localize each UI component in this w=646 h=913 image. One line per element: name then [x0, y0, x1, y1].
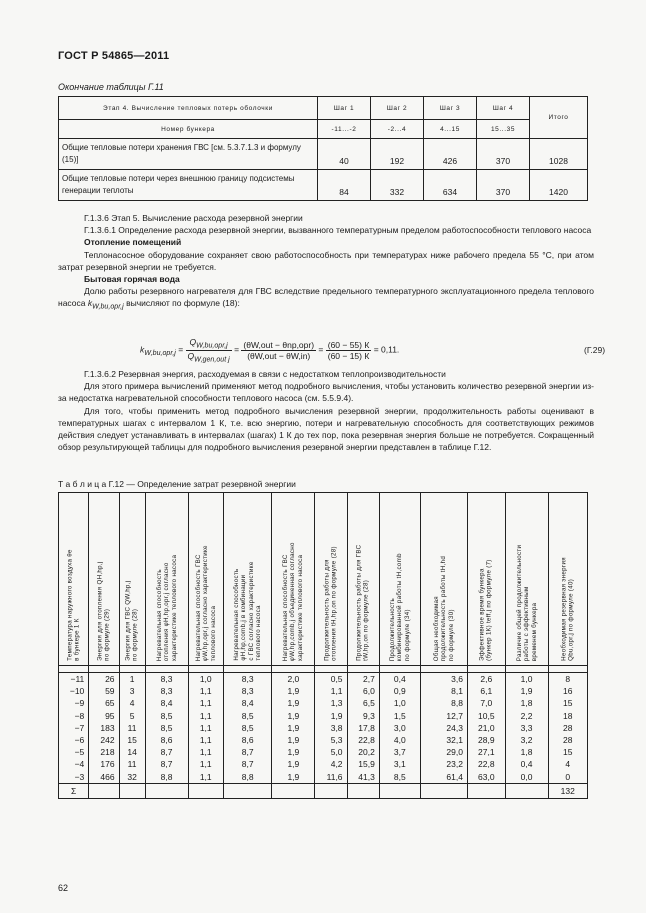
paragraph: Для того, чтобы применить метод подробного вычисления резервной энергии, продолжительность работы оценивают в температурных шагах с интервалом 1 К, т.е. всю энергию, потери и нагревательную способность для соответствующих режимов действия следует устанавливать в интервалах (шагах) 1 К до тех пор, пока резервная энергия больше не потребуется. Сокращенный обзор результирующей таблицы для подробного вычисления резервной энергии представлен в таблице Г.12. [58, 405, 594, 453]
cell: 28 [548, 734, 587, 746]
cell: 8,5 [145, 710, 188, 722]
table-12-caption: Т а б л и ц а Г.12 — Определение затрат резервной энергии [58, 479, 296, 489]
bin-1: -11...-2 [318, 120, 371, 139]
cell: 1,9 [272, 734, 315, 746]
cell: −6 [59, 734, 89, 746]
cell: 20,2 [347, 746, 379, 758]
cell: 0,4 [505, 758, 548, 770]
cell: 63,0 [467, 771, 505, 784]
cell: 24,3 [420, 722, 467, 734]
formula-g29: $k_{W,bu,opr,j}$ = $\frac{Q_{W,bu,opr,j}}{Q_{W,gen,out j}}$ = $\frac{\text{(θW,out − θnp,opr)}}{\text{(θW,out − θW,in)}}$ = $\frac{(60 - 55) К}{(60 - 15) К}$ = 0,11. [140, 337, 400, 364]
column-header [89, 493, 119, 666]
cell: 370 [477, 170, 530, 201]
cell: 7,0 [467, 697, 505, 709]
header-line: Продолжительность работы для [323, 559, 331, 661]
cell: 1,1 [188, 746, 223, 758]
cell: 4,0 [379, 734, 420, 746]
cell: 8,7 [223, 746, 271, 758]
cell: 0,4 [379, 673, 420, 686]
cell: 1028 [530, 139, 588, 170]
cell: 15 [548, 746, 587, 758]
header-line: Qbu,opr,j по формуле (40) [567, 579, 575, 661]
cell: 12,7 [420, 710, 467, 722]
cell: 41,3 [347, 771, 379, 784]
column-header [347, 493, 379, 666]
cell: 1,1 [188, 758, 223, 770]
cell: 1,8 [505, 697, 548, 709]
cell [467, 783, 505, 798]
cell: Σ [59, 783, 89, 798]
paragraph: Для этого примера вычислений применяют метод подробного вычисления, чтобы установить количество резервной энергии из-за недостатка нагревательной способности теплового насоса (см. 5.5.9.4). [58, 381, 594, 404]
header-line: Энергия для ГВС QW,hp,j [124, 580, 132, 661]
table-row [59, 673, 588, 686]
cell: 1,1 [188, 685, 223, 697]
header-line: Энергия для отопления QH,hp,j [96, 561, 104, 661]
column-header [145, 493, 188, 666]
header-line: Общая необходимая [432, 595, 440, 661]
step-2: Шаг 2 [371, 97, 424, 120]
cell: 95 [89, 710, 119, 722]
step-3: Шаг 3 [424, 97, 477, 120]
cell: −9 [59, 697, 89, 709]
cell [119, 783, 145, 798]
step-1: Шаг 1 [318, 97, 371, 120]
cell: 8,8 [145, 771, 188, 784]
page-number: 62 [58, 883, 69, 893]
table-row [59, 722, 588, 734]
den-sub: W,gen,out j [194, 355, 230, 364]
cell [145, 783, 188, 798]
body-text-2 [58, 368, 594, 453]
standard-header: ГОСТ Р 54865—2011 [58, 50, 170, 62]
header-line: по формуле (29) [103, 608, 111, 661]
cell [347, 783, 379, 798]
cell: 8,3 [145, 673, 188, 686]
cell: 40 [318, 139, 371, 170]
cell: 1,9 [272, 697, 315, 709]
bin-3: 4...15 [424, 120, 477, 139]
cell: 1,9 [272, 758, 315, 770]
header-line: Продолжительность [388, 597, 396, 661]
cell: 65 [89, 697, 119, 709]
row-label: Общие тепловые потери через внешнюю границу подсистемы генерации теплоты [59, 170, 318, 201]
column-header [379, 493, 420, 666]
cell: −11 [59, 673, 89, 686]
cell: −5 [59, 746, 89, 758]
cell: 2,7 [347, 673, 379, 686]
table-row [59, 734, 588, 746]
body-text [58, 212, 594, 313]
cell: 1,8 [505, 746, 548, 758]
header-line: по формуле (28) [132, 608, 140, 661]
header-line: Нагревательная способность [232, 568, 240, 661]
cell: 3,3 [505, 722, 548, 734]
cell: 1,9 [272, 722, 315, 734]
cell: 15,9 [347, 758, 379, 770]
cell: 22,8 [467, 758, 505, 770]
cell: 21,0 [467, 722, 505, 734]
header-line: Нагревательная способность ГВС [282, 554, 290, 661]
paragraph: Г.1.3.6.1 Определение расхода резервной энергии, вызванного температурным пределом работоспособности теплового насоса [84, 225, 592, 236]
cell: 8,4 [223, 697, 271, 709]
num-sub: W,bu,opr,j [196, 341, 228, 350]
header-line: с ГВС согласно характеристике [247, 561, 255, 661]
header-line: Различие общей продолжительности [515, 544, 523, 661]
cell: 3,8 [315, 722, 347, 734]
cell: 32 [119, 771, 145, 784]
cell: 426 [424, 139, 477, 170]
cell: 1,1 [188, 722, 223, 734]
header-line: характеристике теплового насоса [297, 554, 305, 661]
den: (θW,out − θW,in) [247, 350, 311, 361]
cell: 8,3 [145, 685, 188, 697]
table-row [59, 685, 588, 697]
header-line: φH,hp,comb,j в комбинации [240, 575, 248, 661]
header-line: Эффективное время бункера [478, 568, 486, 661]
cell: 3,7 [379, 746, 420, 758]
cell: 466 [89, 771, 119, 784]
header-line: отопления tH,hp,on по формуле (28) [330, 546, 338, 661]
column-header [188, 493, 223, 666]
cell: 2,6 [467, 673, 505, 686]
header-line: теплового насоса [255, 605, 263, 661]
cell: 8,5 [145, 722, 188, 734]
cell: 0 [548, 771, 587, 784]
cell: 1,9 [272, 685, 315, 697]
formula-lhs-sub: W,bu,opr,j [144, 349, 176, 358]
column-header [467, 493, 505, 666]
cell: 6,1 [467, 685, 505, 697]
table-row [59, 758, 588, 770]
cell: 1,3 [315, 697, 347, 709]
cell: 8,6 [145, 734, 188, 746]
cell: 9,3 [347, 710, 379, 722]
column-header [119, 493, 145, 666]
cell: 332 [371, 170, 424, 201]
cell: 1,1 [188, 734, 223, 746]
cell: 4 [548, 758, 587, 770]
sum-row [59, 783, 588, 798]
cell: 1,0 [188, 673, 223, 686]
cell: 84 [318, 170, 371, 201]
cell: 8,5 [379, 771, 420, 784]
cell: 0,5 [315, 673, 347, 686]
column-header [420, 493, 467, 666]
column-header [505, 493, 548, 666]
cell: −8 [59, 710, 89, 722]
num: Q [189, 337, 197, 347]
cell: 2,2 [505, 710, 548, 722]
cell: 4,2 [315, 758, 347, 770]
num: (θW,out − θnp,opr) [243, 339, 315, 350]
text: Долю работы резервного нагревателя для ГВС вследствие предельного температурного эксплуатационного предела теплового насоса [58, 286, 594, 309]
header-line: Нагревательная способность ГВС [194, 554, 202, 661]
paragraph [58, 285, 594, 313]
header-line: по формуле (34) [403, 608, 411, 661]
cell: 3,1 [379, 758, 420, 770]
table-row [59, 139, 588, 170]
cell [188, 783, 223, 798]
header-line: tW,hp,on по формуле (28) [363, 580, 371, 661]
header-line: Температура наружного воздуха θe [66, 549, 74, 661]
fraction-3 [326, 340, 372, 361]
cell: 1 [119, 673, 145, 686]
cell: 8,8 [420, 697, 467, 709]
header-line: по формуле (30) [447, 608, 455, 661]
cell: 1,9 [272, 771, 315, 784]
cell: −4 [59, 758, 89, 770]
subheading: Бытовая горячая вода [84, 274, 180, 285]
cell: 1,1 [188, 710, 223, 722]
cell: 3 [119, 685, 145, 697]
table-row [59, 697, 588, 709]
cell: 8,7 [145, 746, 188, 758]
cell: 634 [424, 170, 477, 201]
table-row [59, 771, 588, 784]
header-line: комбинированной работы tH,comb [396, 552, 404, 661]
den: Q [187, 350, 195, 361]
table-row [59, 746, 588, 758]
cell: 5,0 [315, 746, 347, 758]
table-11-caption: Окончание таблицы Г.11 [58, 82, 164, 92]
cell: 61,4 [420, 771, 467, 784]
cell: 8 [548, 673, 587, 686]
cell: 29,0 [420, 746, 467, 758]
bin-label: Номер бункера [59, 120, 318, 139]
cell: 5,3 [315, 734, 347, 746]
bin-2: -2...4 [371, 120, 424, 139]
cell: 3,6 [420, 673, 467, 686]
spacer-row [59, 666, 588, 673]
cell: 1420 [530, 170, 588, 201]
cell: 0,0 [505, 771, 548, 784]
cell: 11,6 [315, 771, 347, 784]
column-header [223, 493, 271, 666]
cell: 0,9 [379, 685, 420, 697]
header-line: продолжительность работы tH,hd [440, 555, 448, 661]
cell [272, 783, 315, 798]
column-header [59, 493, 89, 666]
cell: 8,7 [145, 758, 188, 770]
header-line: φW,hp,opr,j согласно характеристике [202, 544, 210, 661]
cell: 370 [477, 139, 530, 170]
cell: 8,6 [223, 734, 271, 746]
cell: 10,5 [467, 710, 505, 722]
cell: 1,1 [188, 771, 223, 784]
cell: 8,1 [420, 685, 467, 697]
cell: 176 [89, 758, 119, 770]
cell: 1,9 [315, 710, 347, 722]
cell [223, 783, 271, 798]
cell: 1,0 [505, 673, 548, 686]
cell: 2,0 [272, 673, 315, 686]
column-header [548, 493, 587, 666]
cell: 8,3 [223, 673, 271, 686]
bin-4: 15...35 [477, 120, 530, 139]
cell: 27,1 [467, 746, 505, 758]
cell: 8,4 [145, 697, 188, 709]
table-11 [58, 96, 588, 201]
subheading: Отопление помещений [84, 237, 182, 248]
column-header [315, 493, 347, 666]
cell: 17,8 [347, 722, 379, 734]
header-line: φW,hp,comb,j объединенная согласно [289, 542, 297, 661]
header-line: отопления φH,hp,opr,j согласно [162, 562, 170, 661]
cell: 1,5 [379, 710, 420, 722]
total-label: Итого [530, 97, 588, 139]
cell: 28,9 [467, 734, 505, 746]
cell [420, 783, 467, 798]
table-row [59, 710, 588, 722]
cell: −7 [59, 722, 89, 734]
cell: 3,2 [505, 734, 548, 746]
cell: 1,9 [272, 710, 315, 722]
header-line: Продолжительность работы для ГВС [355, 544, 363, 661]
column-header [272, 493, 315, 666]
num: (60 − 55) К [327, 339, 370, 350]
cell: 15 [119, 734, 145, 746]
cell: 183 [89, 722, 119, 734]
cell: 6,5 [347, 697, 379, 709]
cell: 8,8 [223, 771, 271, 784]
cell: 14 [119, 746, 145, 758]
header-line: в бункере 1 К [73, 618, 81, 661]
paragraph: Г.1.3.6.2 Резервная энергия, расходуемая в связи с недостатком теплопроизводительности [84, 369, 446, 379]
cell: 6,0 [347, 685, 379, 697]
cell: 15 [548, 697, 587, 709]
cell: 32,1 [420, 734, 467, 746]
cell: 1,1 [188, 697, 223, 709]
header-line: Необходимая резервная энергия [560, 557, 568, 661]
cell: 242 [89, 734, 119, 746]
cell: 8,5 [223, 722, 271, 734]
cell: 8,7 [223, 758, 271, 770]
paragraph: Г.1.3.6 Этап 5. Вычисление расхода резервной энергии [84, 213, 303, 223]
cell: −3 [59, 771, 89, 784]
stage-label: Этап 4. Вычисление тепловых потерь оболочки [59, 97, 318, 120]
den: (60 − 15) К [327, 350, 370, 361]
cell: 1,0 [379, 697, 420, 709]
cell: 3,0 [379, 722, 420, 734]
cell: 132 [548, 783, 587, 798]
symbol: k [87, 298, 93, 309]
cell: 22,8 [347, 734, 379, 746]
cell: 11 [119, 722, 145, 734]
cell [89, 783, 119, 798]
fraction-1 [186, 337, 232, 363]
cell: 192 [371, 139, 424, 170]
cell: 1,9 [505, 685, 548, 697]
symbol-sub: W,bu,opr,j [92, 303, 124, 312]
cell: −10 [59, 685, 89, 697]
cell: 18 [548, 710, 587, 722]
step-4: Шаг 4 [477, 97, 530, 120]
cell: 4 [119, 697, 145, 709]
cell [315, 783, 347, 798]
cell: 8,5 [223, 710, 271, 722]
cell: 28 [548, 722, 587, 734]
cell: 1,1 [315, 685, 347, 697]
cell: 218 [89, 746, 119, 758]
header-line: работы с эффективным [522, 586, 530, 661]
cell: 5 [119, 710, 145, 722]
cell: 26 [89, 673, 119, 686]
header-line: временем бункера [530, 602, 538, 661]
header-line: (бункер 1К) teff,j по формуле (7) [486, 559, 494, 661]
header-line: теплового насоса [209, 605, 217, 661]
cell: 1,9 [272, 746, 315, 758]
paragraph: Теплонасосное оборудование сохраняет свою работоспособность при температурах ниже рабочего предела 55 °С, при атом затрат резервной энергии не требуется. [58, 249, 594, 272]
fraction-2 [241, 340, 316, 361]
cell: 23,2 [420, 758, 467, 770]
cell: 59 [89, 685, 119, 697]
cell [379, 783, 420, 798]
cell: 16 [548, 685, 587, 697]
cell: 11 [119, 758, 145, 770]
formula-result: = 0,11. [373, 344, 400, 355]
table-row [59, 170, 588, 201]
formula-number: (Г.29) [584, 345, 606, 355]
formula-lhs: k [140, 344, 145, 355]
row-label: Общие тепловые потери хранения ГВС [см. 5.3.7.1.3 и формулу (15)] [59, 139, 318, 170]
text: вычисляют по формуле (18): [126, 298, 240, 309]
header-line: Нагревательная способность [155, 568, 163, 661]
table-12 [58, 492, 588, 799]
cell [505, 783, 548, 798]
cell: 8,3 [223, 685, 271, 697]
header-line: характеристике теплового насоса [170, 554, 178, 661]
